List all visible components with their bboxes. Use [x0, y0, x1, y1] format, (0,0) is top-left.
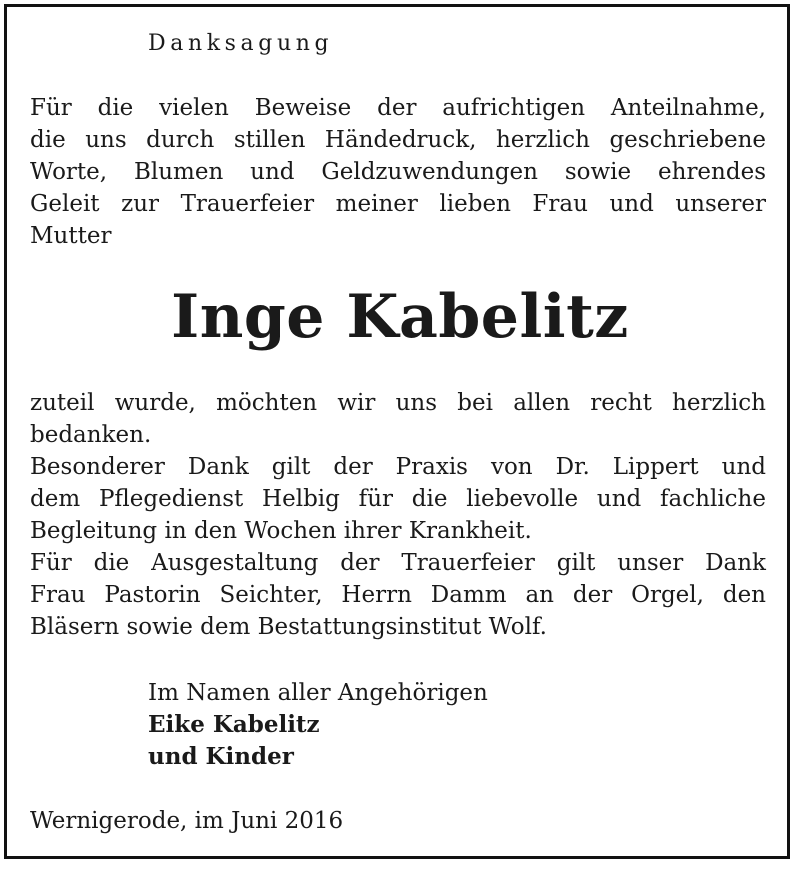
notice-heading: Danksagung — [148, 31, 334, 56]
signature-family: und Kinder — [148, 743, 294, 770]
intro-line: Geleit zur Trauerfeier meiner lieben Frau und unserer — [30, 191, 766, 217]
body-line: Für die Ausgestaltung der Trauerfeier gilt unser Dank — [30, 550, 766, 576]
body-line: Begleitung in den Wochen ihrer Krankheit. — [30, 518, 532, 544]
body-line: dem Pflegedienst Helbig für die liebevolle und fachliche — [30, 486, 766, 512]
intro-paragraph — [30, 92, 766, 252]
intro-line: Für die vielen Beweise der aufrichtigen Anteilnahme, — [30, 95, 766, 121]
body-paragraph — [30, 387, 766, 643]
signature-block — [148, 677, 488, 773]
body-line: Frau Pastorin Seichter, Herrn Damm an der Orgel, den — [30, 582, 766, 608]
signature-intro: Im Namen aller Angehörigen — [148, 680, 488, 706]
intro-line: die uns durch stillen Händedruck, herzlich geschriebene — [30, 127, 766, 153]
body-line: Besonderer Dank gilt der Praxis von Dr. Lippert und — [30, 454, 766, 480]
body-line: bedanken. — [30, 422, 152, 448]
intro-line: Worte, Blumen und Geldzuwendungen sowie ehrendes — [30, 159, 766, 185]
place-date: Wernigerode, im Juni 2016 — [30, 808, 344, 834]
intro-line: Mutter — [30, 223, 112, 249]
body-line: Bläsern sowie dem Bestattungsinstitut Wolf. — [30, 614, 547, 640]
signature-name: Eike Kabelitz — [148, 711, 320, 738]
deceased-name: Inge Kabelitz — [171, 282, 629, 352]
body-line: zuteil wurde, möchten wir uns bei allen recht herzlich — [30, 390, 766, 416]
